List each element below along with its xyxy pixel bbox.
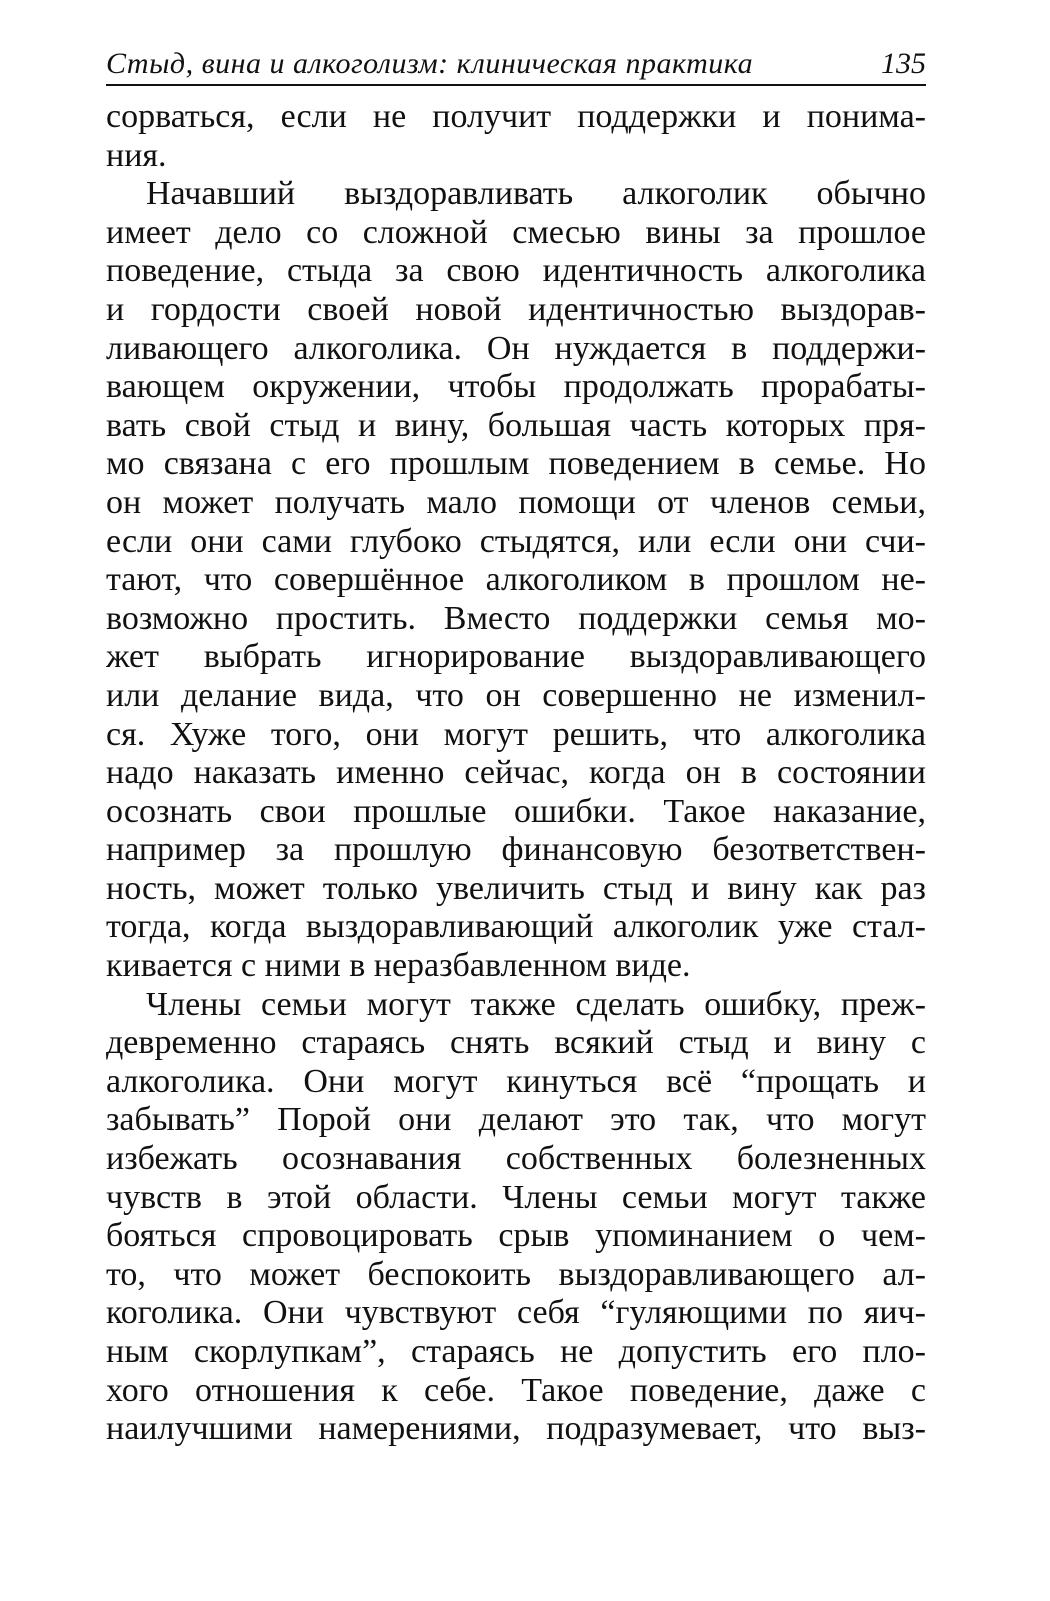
text-line: и гордости своей новой идентичностью выздорав- — [106, 290, 926, 328]
text-line: кивается с ними в неразбавленном виде. — [106, 947, 691, 985]
running-title: Стыд, вина и алкоголизм: клиническая практика — [106, 47, 754, 80]
page-number: 135 — [881, 47, 926, 80]
paragraph-3 — [106, 986, 926, 1449]
text-line: вать свой стыд и вину, большая часть которых пря- — [106, 406, 926, 444]
text-line: возможно простить. Вместо поддержки семья мо- — [106, 599, 926, 637]
text-line: вающем окружении, чтобы продолжать прорабаты- — [106, 368, 926, 406]
paragraph-2 — [106, 175, 926, 985]
text-line: алкоголика. Они могут кинуться всё “прощать и — [106, 1062, 926, 1100]
text-line: жет выбрать игнорирование выздоравливающего — [106, 638, 926, 676]
text-line: тогда, когда выздоравливающий алкоголик уже стал- — [106, 908, 926, 946]
text-line: осознать свои прошлые ошибки. Такое наказание, — [106, 792, 926, 830]
running-header — [106, 40, 926, 86]
text-line: хого отношения к себе. Такое поведение, даже с — [106, 1371, 926, 1409]
text-line: сорваться, если не получит поддержки и понима- — [106, 98, 926, 135]
text-line: тают, что совершённое алкоголиком в прошлом не- — [106, 561, 926, 599]
text-line: например за прошлую финансовую безответствен- — [106, 831, 926, 869]
text-line: или делание вида, что он совершенно не изменил- — [106, 676, 926, 714]
text-line: наилучшими намерениями, подразумевает, что выз- — [106, 1410, 926, 1448]
book-page — [106, 40, 926, 1449]
text-line: девременно стараясь снять всякий стыд и вину с — [106, 1024, 926, 1062]
text-line: поведение, стыда за свою идентичность алкоголика — [106, 252, 926, 290]
text-line: ным скорлупкам”, стараясь не допустить его пло- — [106, 1333, 926, 1370]
text-line: он может получать мало помощи от членов семьи, — [106, 483, 926, 521]
text-line: надо наказать именно сейчас, когда он в состоянии — [106, 754, 926, 792]
text-line: ность, может только увеличить стыд и вину как раз — [106, 869, 926, 907]
text-line: чувств в этой области. Члены семьи могут также — [106, 1178, 926, 1216]
text-line: мо связана с его прошлым поведением в семье. Но — [106, 445, 926, 483]
paragraph-1 — [106, 98, 926, 175]
text-line: бояться спровоцировать срыв упоминанием о чем- — [106, 1217, 926, 1255]
text-line: Члены семьи могут также сделать ошибку, преж- — [146, 985, 926, 1023]
text-line: если они сами глубоко стыдятся, или если они счи- — [106, 522, 926, 560]
text-line: ния. — [106, 136, 167, 174]
text-line: Начавший выздоравливать алкоголик обычно — [146, 175, 926, 213]
text-line: имеет дело со сложной смесью вины за прошлое — [106, 213, 926, 251]
text-line: забывать” Порой они делают это так, что могут — [106, 1101, 926, 1139]
text-line: избежать осознавания собственных болезненных — [106, 1140, 926, 1178]
text-line: коголика. Они чувствуют себя “гуляющими по яич- — [106, 1294, 926, 1332]
text-line: ливающего алкоголика. Он нуждается в поддержи- — [106, 329, 926, 367]
text-line: ся. Хуже того, они могут решить, что алкоголика — [106, 715, 926, 753]
body-text — [106, 98, 926, 1449]
text-line: то, что может беспокоить выздоравливающего ал- — [106, 1255, 926, 1293]
